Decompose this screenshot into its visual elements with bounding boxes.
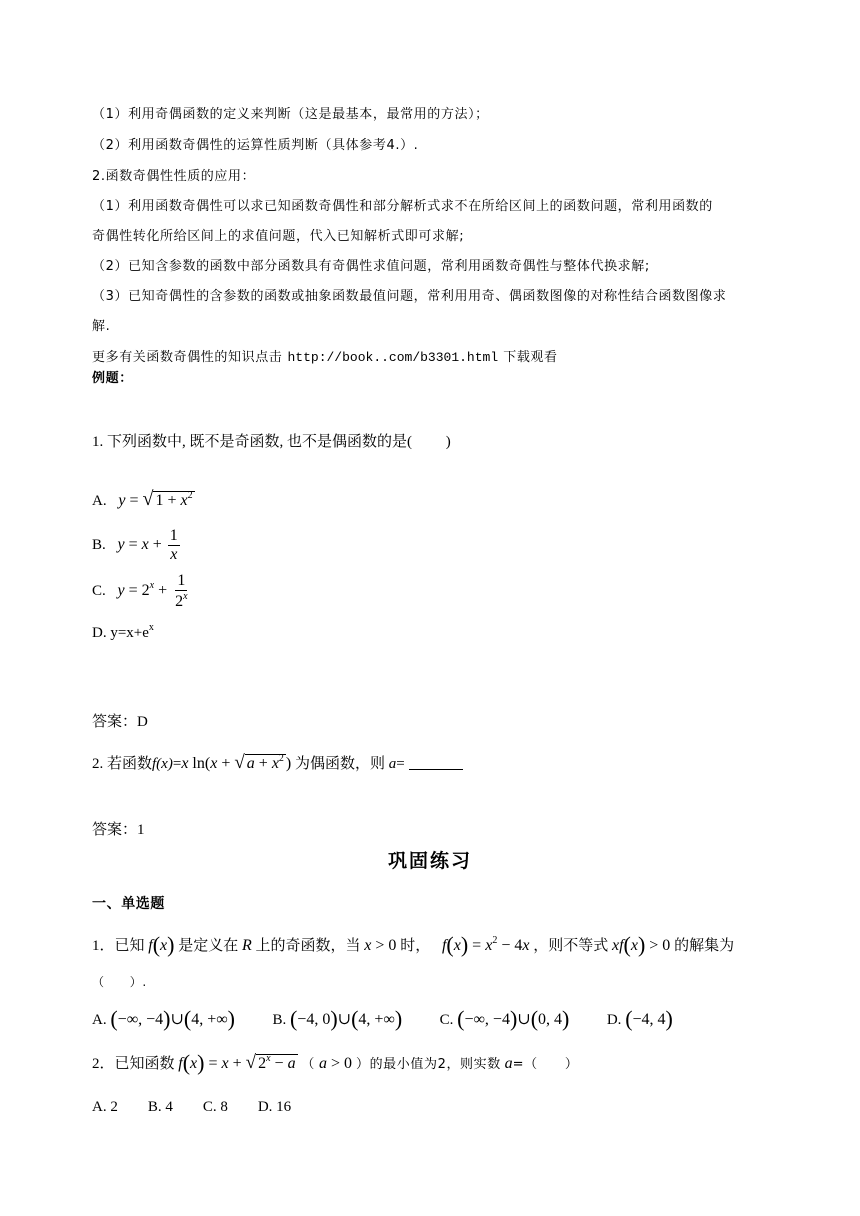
question-2-answer: 答案：1	[92, 822, 145, 838]
more-link-prefix: 更多有关函数奇偶性的知识点击	[92, 350, 283, 365]
q2-var: a	[388, 756, 397, 772]
practice-2-options: A. 2 B. 4 C. 8 D. 16	[92, 1099, 292, 1115]
application-1-line-2: 奇偶性转化所给区间上的求值问题，代入已知解析式即可求解;	[92, 229, 465, 244]
p1-option-c: C. (−∞, −4)∪(0, 4)	[439, 1006, 570, 1031]
q2-fx: f(x)	[152, 756, 173, 772]
p1-option-d: D. (−4, 4)	[606, 1006, 673, 1031]
p2-text-d: =（ ）	[512, 1057, 579, 1072]
option-c-formula: $y = 2^x$ + $\frac{1}{2^x}$	[117, 572, 188, 610]
option-d-text: D. y=x+e	[92, 625, 149, 641]
more-link-url[interactable]: http://book..com/b3301.html	[287, 350, 499, 365]
question-1-option-d	[92, 622, 154, 642]
practice-1-options	[92, 1006, 673, 1032]
p2-cond: a > 0	[318, 1055, 356, 1072]
option-a-formula: y = √ $1 + x^2$	[118, 488, 193, 510]
q2-eq: =	[396, 756, 405, 772]
examples-heading: 例题：	[92, 371, 133, 386]
p2-text-a: 2．已知函数	[92, 1056, 175, 1072]
application-3-line-2: 解.	[92, 319, 111, 334]
practice-1-line-2: （ ）.	[92, 975, 147, 989]
q2-formula: x ln(x + √ $a + x^2$ )	[181, 752, 292, 773]
p2-text-c: ）的最小值为2，则实数	[355, 1057, 501, 1072]
p1-text-b: 是定义在	[178, 938, 239, 954]
p2-formula: f(x) = x + √ $2^x - a$	[178, 1050, 296, 1075]
p1-text-c: 上的奇函数，当	[255, 938, 361, 954]
question-1-stem: 1. 下列函数中, 既不是奇函数, 也不是偶函数的是( )	[92, 434, 451, 450]
practice-section-heading: 一、单选题	[92, 896, 165, 912]
p1-R: R	[242, 937, 252, 954]
p1-option-b: B. (−4, 0)∪(4, +∞)	[272, 1006, 403, 1031]
application-2: （2）已知含参数的函数中部分函数具有奇偶性求值问题，常利用函数奇偶性与整体代换求解;	[92, 259, 650, 274]
method-2: （2）利用函数奇偶性的运算性质判断（具体参考4.）.	[92, 138, 419, 153]
p2-var: a	[504, 1055, 513, 1072]
practice-1-line-1	[92, 932, 734, 958]
method-1: （1）利用奇偶函数的定义来判断（这是最基本，最常用的方法）；	[92, 107, 489, 122]
practice-2-stem	[92, 1050, 579, 1076]
p1-text-d: 时，	[400, 938, 431, 954]
p2-text-b: （	[301, 1057, 315, 1072]
q2-middle: 为偶函数，则	[295, 756, 386, 772]
option-d-superscript: x	[148, 622, 154, 633]
more-link-suffix: 下载观看	[503, 350, 558, 365]
question-1-option-a	[92, 488, 195, 511]
question-1-option-b	[92, 528, 182, 563]
answer-blank	[409, 755, 463, 770]
question-1-option-c	[92, 573, 192, 610]
p1-text-e: ，则不等式	[533, 938, 609, 954]
p1-text-a: 1．已知	[92, 938, 145, 954]
question-2: 2. 若函数f(x)=x ln(x + √ $a + x^2$ ) 为偶函数，则 a=	[92, 752, 463, 774]
application-1-line-1: （1）利用函数奇偶性可以求已知函数奇偶性和部分解析式求不在所给区间上的函数问题，常利用函数的	[92, 199, 713, 214]
more-link-line	[92, 346, 558, 365]
option-b-label: B.	[92, 537, 106, 554]
p1-inequality: xf(x) > 0	[611, 932, 671, 957]
application-3-line-1: （3）已知奇偶性的含参数的函数或抽象函数最值问题，常利用用奇、偶函数图像的对称性结合函数图像求	[92, 289, 727, 304]
option-a-label: A.	[92, 493, 107, 509]
option-c-label: C.	[92, 583, 106, 600]
applications-heading: 2.函数奇偶性性质的应用：	[92, 169, 256, 184]
option-b-formula: y = x + $\frac{1}{x}$	[117, 527, 178, 563]
p1-cond: x > 0	[364, 937, 397, 954]
q2-prefix: 2. 若函数	[92, 756, 153, 772]
p1-text-f: 的解集为	[674, 938, 735, 954]
p1-fx: f(x)	[148, 932, 175, 957]
question-1-answer: 答案：D	[92, 714, 148, 730]
p1-definition: $f(x) = x^2 - 4x$	[441, 932, 530, 957]
p1-option-a: A. (−∞, −4)∪(4, +∞)	[92, 1006, 235, 1031]
practice-title: 巩固练习	[387, 850, 472, 872]
